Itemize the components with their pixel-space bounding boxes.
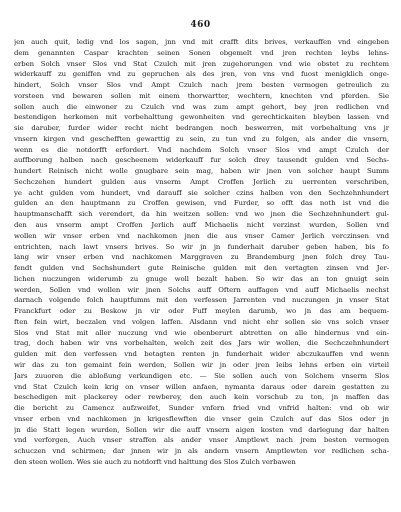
text-line: Franckfurt oder zu Beskow jn vir oder Fuff meylen darumb, wo jn das am bequem- — [14, 307, 389, 316]
text-line: Jars zuuoren die abloßung verkundigen etc. — Sie sollen auch von Solchem vnserm Slos — [14, 371, 389, 380]
text-line: wollen wir vnser erben vnd nachkomen jnen die aus vnser Camer Jerlich verczinsen vnd — [14, 231, 389, 240]
text-line: dem genannten Caspar krachten seinen Sonen obgemelt vnd jren rechten leybs lehns- — [14, 48, 389, 57]
text-line: fendt gulden vnd Sechshundert gute Reinische gulden mit den vertagten zinsen vnd Jer- — [14, 264, 389, 273]
text-line: beschedigen mit plackerey oder rewberey, den auch kein vorschub zu ton, jn maffen das — [14, 393, 389, 402]
text-line: hindert, Solch vnser Slos vnd Ampt Czulch nach jrem besten vermogen getreulich zu — [14, 81, 389, 90]
text-line: vnsern kirgen vnd geschefften gewarttig zu sein, zu tun vnd zu folgen, als ander die vnsern, — [14, 134, 389, 143]
text-line: sollen auch die einwoner zu Czulch vnd was zum ampt gehort, bey jren redlichen vnd — [14, 102, 389, 111]
text-line: vnd verforgen, Auch vnser straffen als ander vnser Amptlewt nach jrem besten vermogen — [14, 436, 389, 445]
text-line: trag, doch haben wir vns vorbehalten, welch zeit des Jars wir wollen, die Sechczehnhundert — [14, 339, 389, 348]
text-line: vnd Stat Czulch kein krig on vnser willen anfaen, nymanta daraus oder darein gestatten zu — [14, 382, 389, 391]
text-line: darnach volgende folch hauptfumm mit den verfessen Jarrenten vnd nuczungen jn vnser Stat — [14, 296, 389, 305]
text-line: erben Solch vnser Slos vnd Stat Czulch mit jren zugehorungen vnd wie obstet zu rechtem — [14, 59, 389, 68]
text-line: sie daruber, furder wider recht nicht bedrangen noch beswerren, mit vorbehaltung vns jr — [14, 124, 389, 133]
text-line: hauptmanschafft sich verendert, da hin weitzen sollen: vnd wo jnen die Sechzehnhundert gul- — [14, 210, 389, 219]
body-text — [14, 37, 389, 468]
text-line: ften fein wirt, beczalen vnd volgen laffen. Alsdann vnd nicht ehr sollen sie vns solch vnser — [14, 317, 389, 326]
text-line: schuczen vnd schirmen; dar jnnen wir jn als andern vnsern Amptlewten vor redlichen scha- — [14, 447, 389, 456]
text-line: vnser erben vnd nachkomen jn krigesflewften die vnser gein Czulch auf das Slos oder jn — [14, 414, 389, 423]
text-line: gulden mit den verfessen vnd betagten renten jn funderhait wider abczukauffen vnd wenn — [14, 350, 389, 359]
text-line: den steen wollen. Wes sie auch zu notdorft vnd halttung des Slos Zulch verbawen — [14, 457, 296, 466]
text-line: lichen nuczungen widerumb zu gnuge woll bezalt haben. So wir das an ton gnuigt sein — [14, 274, 389, 283]
text-line: widerkauff zu geniffen vnd zu gepruchen als des jren, von vns vnd fuost menigklich onge- — [14, 70, 389, 79]
page-number: 460 — [190, 20, 211, 30]
text-line: Slos vnd Stat mit aller nuczung vnd wie obenberurt abtretten on alle hindernus vnd ein- — [14, 328, 389, 337]
text-line: gulden an den hauptmann zu Croffen gewisen, vnd Furder, so offt das noth ist vnd die — [14, 199, 389, 208]
text-line: vorsteen vnd bewaren sollen mit einem thorwartter, wechtern, knechten vnd pferden. Sie — [14, 91, 389, 100]
text-line: bestendigen herkomen mit vorbehalttung gewonheiten vnd gerechtickaiten bleyben lassen vnd — [14, 113, 389, 122]
text-line: jen auch quit, ledig vnd los sagen, jnn vnd mit crafft dits brives, verkauffen vnd eingeben — [14, 38, 389, 46]
text-line: ye acht gulden vom hundert, vnd darauff sie solcher czins halben von den Sechzehnhundert — [14, 188, 389, 197]
text-line: auffborung halben nach gescheenem widerkauff fur solch drey tausendt gulden vnd Sechs- — [14, 156, 389, 165]
text-line: die bericht zu Camencz aufzweifet, Sunder vnfern fried vnd vnfrid halten: vnd ob wir — [14, 404, 389, 413]
text-line: Sechczehen hundert gulden aus vnserm Ampt Croffen Jerlich zu uerrenten verschriben, — [14, 177, 389, 186]
text-line: werden, Sollen vnd wollen wir jnen Solchs auff Oftern auffagen vnd auff Michaelis nechst — [14, 285, 389, 294]
text-line: hundert Reinisch nicht wolle gnugbare sein mag, haben wir jnen von solcher haupt Summ — [14, 167, 389, 176]
text-line: den aus vnserm ampt Croffen Jerlich auff Michaelis nicht verzinst wurden, Sollen vnd — [14, 221, 389, 230]
text-line: wenn es die notdorfft erfordert. Vnd nachdem Solch vnser Slos vnd ampt Czulch der — [14, 145, 389, 154]
text-line: entrichten, nach lawt vnsers brives. So wir jn jn funderhait daruber geben haben, bis fo — [14, 242, 389, 251]
text-line: jn die Statt legen wurden, Sollen wir die auff vnsern aigen kosten vnd darlegung dar halten — [14, 425, 389, 434]
text-line: lang wir vnser erben vnd nachkomen Marggraven zu Brandemburg jnen folch drey Tau- — [14, 253, 389, 262]
text-line: wir das zu ton gemaint fein werden, Sollen wir jn oder jren leibs lehns erben ein virteil — [14, 360, 389, 369]
